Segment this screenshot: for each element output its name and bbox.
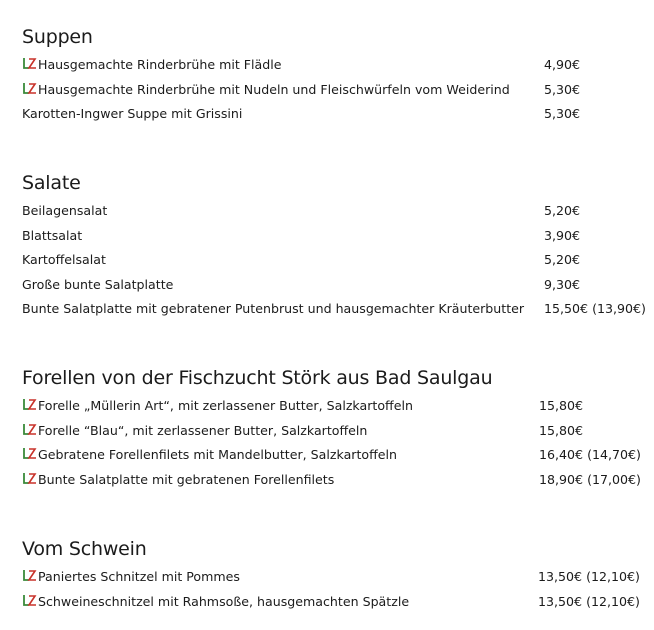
menu-item-list	[22, 565, 642, 614]
menu-item-name: Gebratene Forellenfilets mit Mandelbutter, Salzkartoffeln	[38, 447, 398, 463]
menu-item-price: 18,90€ (17,00€)	[539, 471, 641, 487]
menu-item-list	[22, 394, 642, 492]
menu-item	[22, 468, 642, 493]
menu-item-price: 5,30€	[544, 106, 581, 122]
menu-item-name: Hausgemachte Rinderbrühe mit Nudeln und Fleischwürfeln vom Weiderind	[38, 81, 510, 97]
menu-item	[22, 394, 642, 419]
lz-logo-icon	[22, 569, 38, 582]
menu-item	[22, 102, 642, 127]
menu-item-name: Schweineschnitzel mit Rahmsoße, hausgemachten Spätzle	[38, 593, 410, 609]
menu-item	[22, 199, 642, 224]
menu-item-price: 16,40€ (14,70€)	[539, 447, 641, 463]
section-title: Suppen	[22, 26, 93, 48]
section-salate	[22, 169, 646, 322]
menu-item	[22, 297, 646, 322]
menu-item-name: Kartoffelsalat	[22, 252, 106, 268]
menu-item-price: 9,30€	[544, 276, 581, 292]
section-suppen	[22, 23, 642, 127]
menu-item-name: Karotten-Ingwer Suppe mit Grissini	[22, 106, 243, 122]
lz-logo-icon	[22, 594, 38, 607]
menu-item-name: Hausgemachte Rinderbrühe mit Flädle	[38, 57, 282, 72]
menu-item-name: Paniertes Schnitzel mit Pommes	[38, 569, 240, 584]
menu-item	[22, 419, 642, 444]
menu-item-price: 13,50€ (12,10€)	[538, 569, 640, 584]
menu-item-list	[22, 53, 642, 127]
menu-item-price: 15,80€	[539, 398, 584, 413]
menu-item	[22, 443, 642, 468]
lz-logo-icon	[22, 82, 38, 95]
menu-item	[22, 565, 642, 590]
menu-item	[22, 53, 642, 78]
menu-item-price: 3,90€	[544, 227, 581, 243]
menu-item-name: Forelle “Blau“, mit zerlassener Butter, Salzkartoffeln	[38, 422, 368, 438]
menu-item-price: 5,30€	[544, 81, 581, 97]
menu-item	[22, 273, 642, 298]
menu-item-list	[22, 199, 646, 322]
section-vom-schwein	[22, 535, 642, 614]
menu-item-price: 5,20€	[544, 203, 581, 218]
menu-item-price: 15,80€	[539, 422, 584, 438]
lz-logo-icon	[22, 398, 38, 411]
menu-item-name: Bunte Salatplatte mit gebratenen Forellenfilets	[38, 471, 335, 487]
menu-item-price: 4,90€	[544, 57, 581, 72]
menu-item	[22, 78, 642, 103]
section-title: Forellen von der Fischzucht Störk aus Bad Saulgau	[22, 367, 493, 389]
menu-item-price: 5,20€	[544, 252, 581, 268]
lz-logo-icon	[22, 447, 38, 460]
lz-logo-icon	[22, 472, 38, 485]
menu-item-price: 13,50€ (12,10€)	[538, 593, 640, 609]
menu-item	[22, 590, 642, 615]
menu-item-name: Große bunte Salatplatte	[22, 276, 174, 292]
menu-item-name: Bunte Salatplatte mit gebratener Putenbrust und hausgemachter Kräuterbutter	[22, 301, 525, 317]
menu-item-name: Beilagensalat	[22, 203, 108, 218]
section-forellen	[22, 364, 642, 492]
lz-logo-icon	[22, 57, 38, 70]
menu-item-name: Blattsalat	[22, 227, 83, 243]
menu-item-price: 15,50€ (13,90€)	[544, 301, 646, 317]
menu-item	[22, 248, 642, 273]
menu-item	[22, 224, 642, 249]
lz-logo-icon	[22, 423, 38, 436]
menu-item-name: Forelle „Müllerin Art“, mit zerlassener Butter, Salzkartoffeln	[38, 398, 413, 413]
section-title: Salate	[22, 172, 81, 194]
section-title: Vom Schwein	[22, 538, 147, 560]
